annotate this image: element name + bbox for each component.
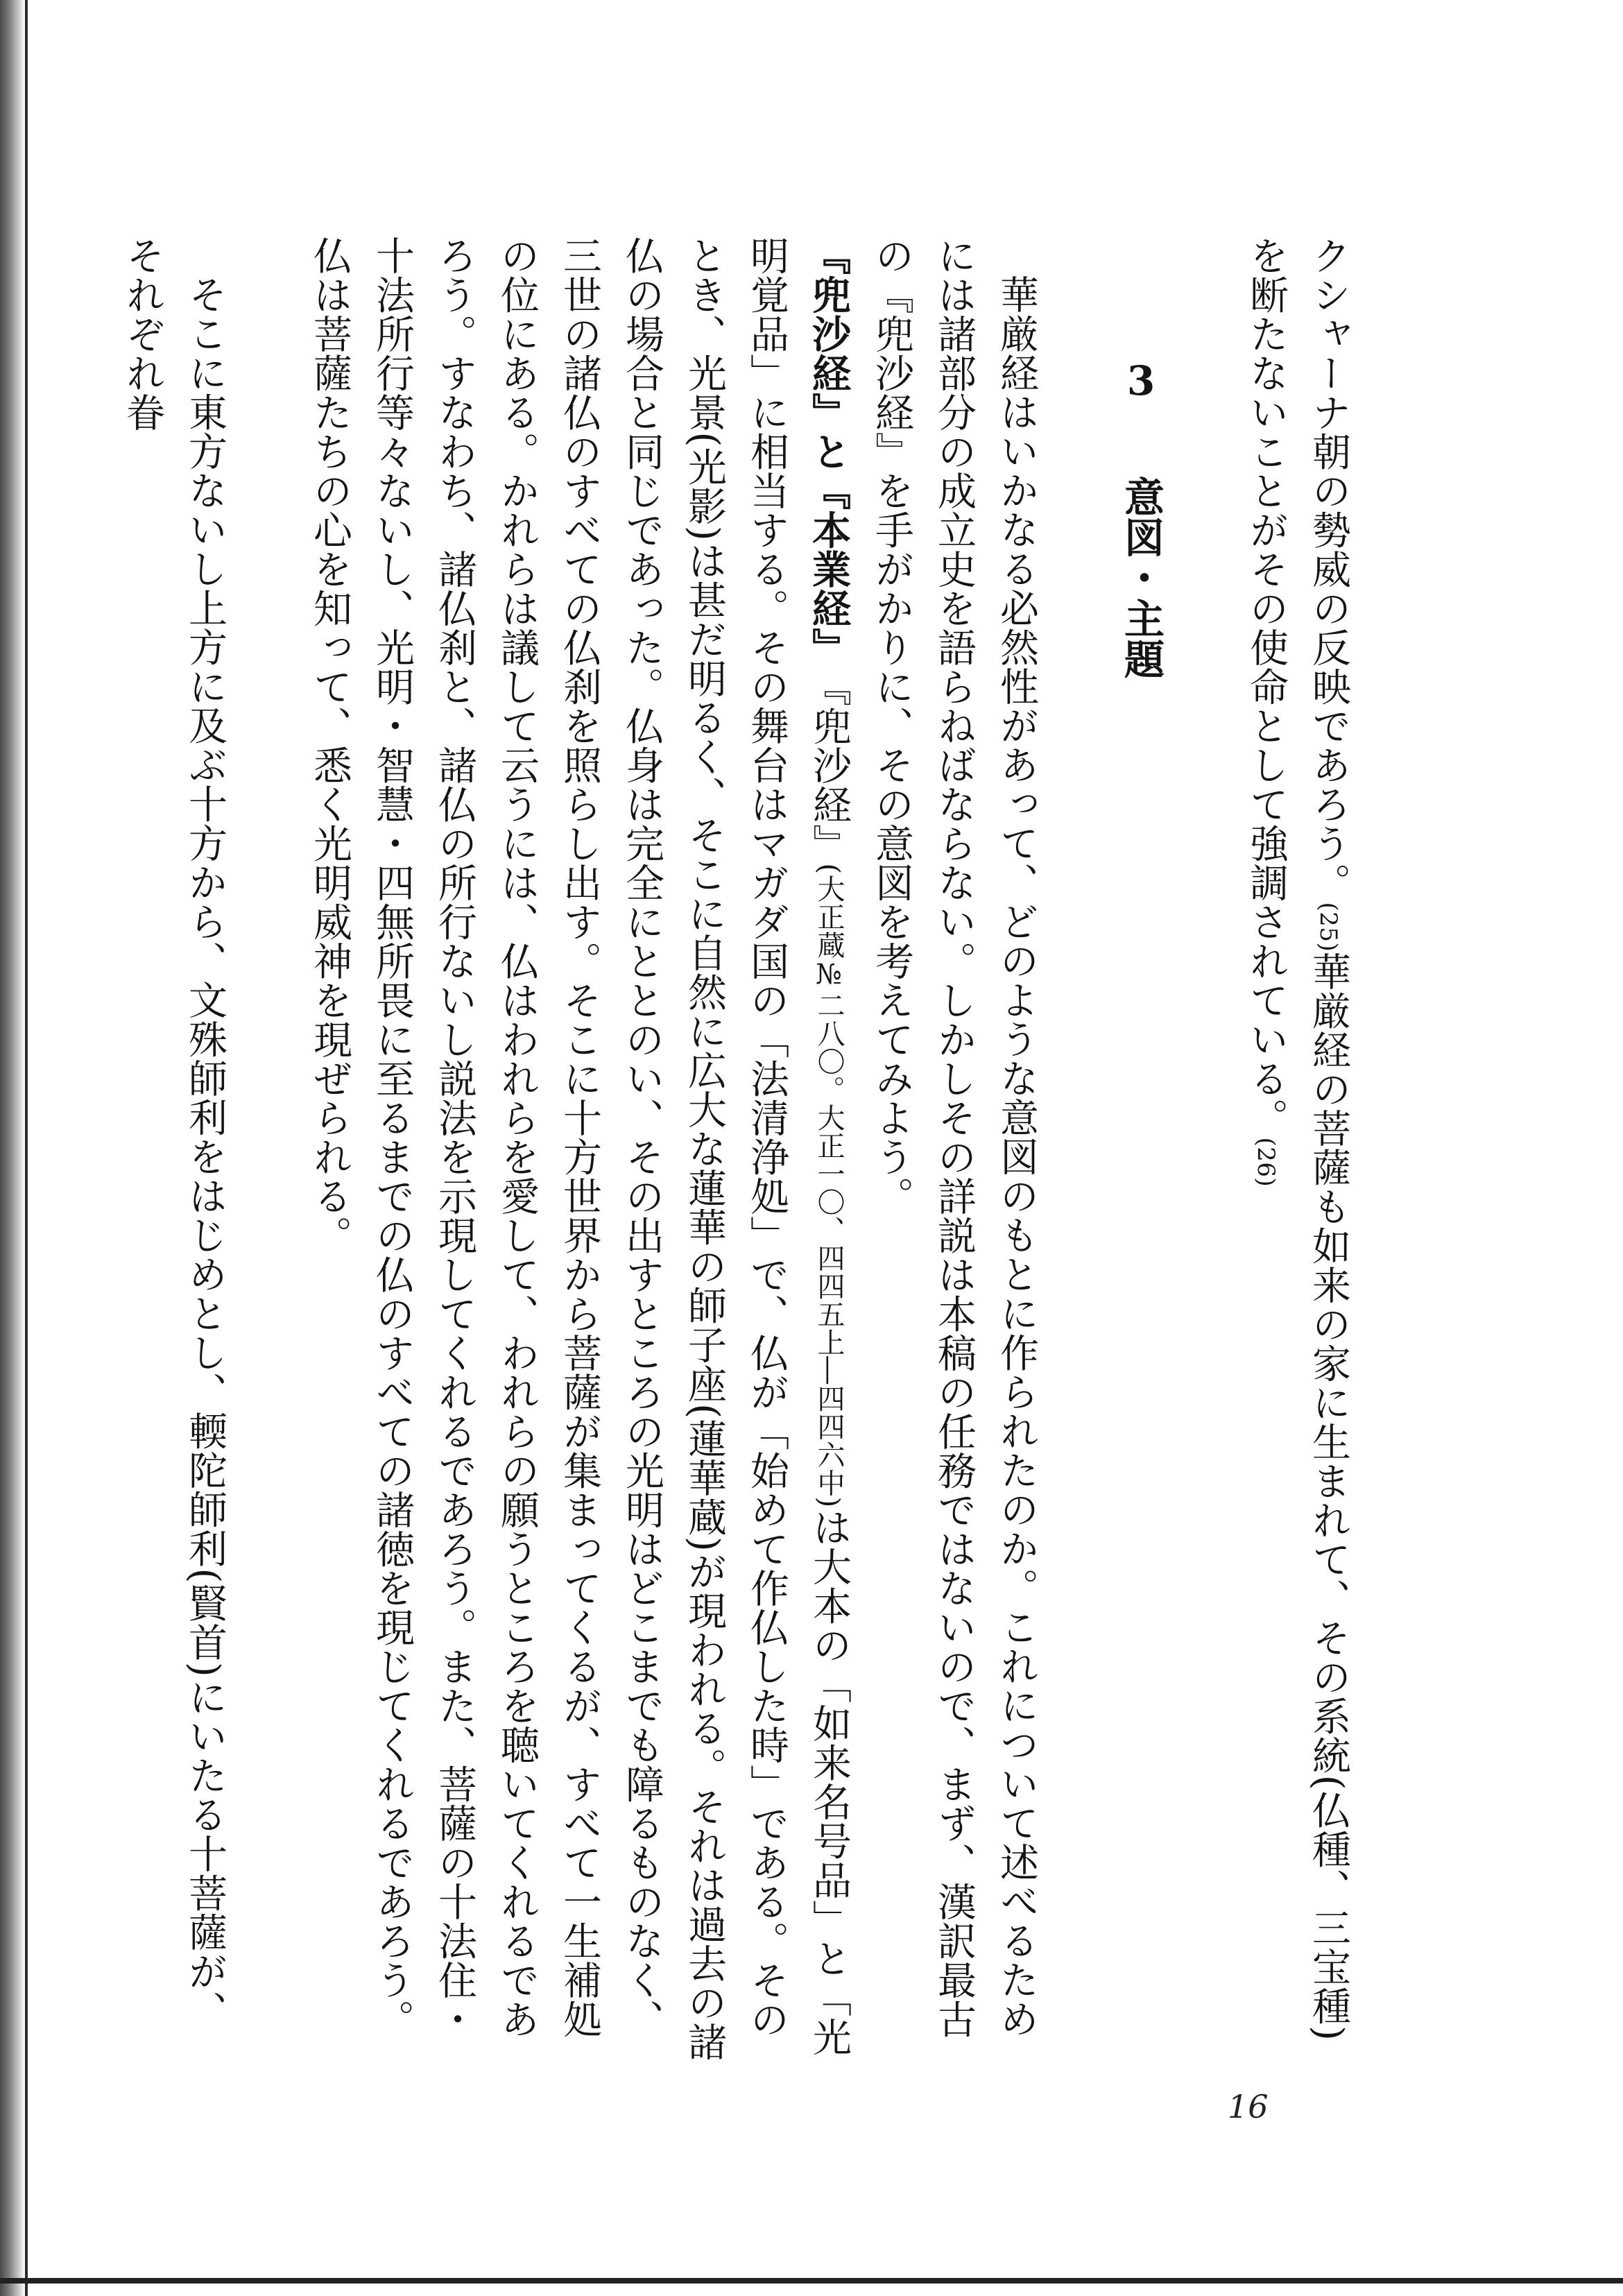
paragraph-toshakyo [298, 236, 860, 2067]
body-text: クシャーナ朝の勢威の反映であろう。 [1306, 236, 1351, 902]
book-edge-shadow [0, 0, 25, 2296]
body-text: は大本の「如来名号品」と「光明覚品」に相当する。その舞台はマガダ国の「法清浄処」で、仏が「始めて作仏した時」である。そのとき、光景(光影)は甚だ明るく、そこに自然に広大な蓮華の師子座(蓮華蔵)が現われる。それは過去の諸仏の場合と同じであった。仏身は完全にととのい、その出すところの光明はどこまでも障るものなく、三世の諸仏のすべての仏刹を照らし出す。そこに十方世界から菩薩が集まってくるが、すべて一生補処の位にある。かれらは議して云うには、仏はわれらを愛して、われらの願うところを聴いてくれるであろう。すなわち、諸仏刹と、諸仏の所行ないし説法を示現してくれるであろう。また、菩薩の十法住・十法所行等々ないし、光明・智慧・四無所畏に至るまでの仏のすべての諸徳を現じてくれるであろう。仏は菩薩たちの心を知って、悉く光明威神を現ぜられる。 [307, 236, 852, 2062]
body-text: 『兜沙経』 [807, 687, 852, 864]
footnote-ref-25: (25) [1314, 902, 1342, 952]
page-text [111, 236, 1359, 2067]
paragraph-ten-bodhisattvas: そこに東方ないし上方に及ぶ十方から、文殊師利をはじめとし、輭陀師利(賢首)にいたる十菩薩が、それぞれ眷 [120, 236, 227, 2030]
citation: (大正蔵№二八〇。大正一〇、四四五上―四四六中) [813, 863, 845, 1508]
section-number: 3 [1126, 361, 1156, 401]
subheading: 『兜沙経』と『本業経』 [806, 236, 852, 648]
page-number: 16 [1228, 2088, 1269, 2125]
bottom-rule [0, 2278, 1623, 2284]
section-title: 意図・主題 [1117, 476, 1165, 679]
paragraph-continuation [1235, 236, 1359, 2067]
footnote-ref-26: (26) [1252, 1137, 1280, 1188]
book-edge-line [25, 0, 28, 2296]
body-text: 華厳経の菩薩も如来の家に生まれて、その系統(仏種、三宝種)を断たないことがその使命として強調されている。 [1244, 236, 1351, 2041]
paragraph-intro: 華厳経はいかなる必然性があって、どのような意図のもとに作られたのか。これについて述べるためには諸部分の成立史を語らねばならない。しかしその詳説は本稿の任務ではないので、まず、漢訳最古の『兜沙経』を手がかりに、その意図を考えてみよう。 [869, 236, 1039, 2039]
section-heading [1110, 236, 1172, 2067]
